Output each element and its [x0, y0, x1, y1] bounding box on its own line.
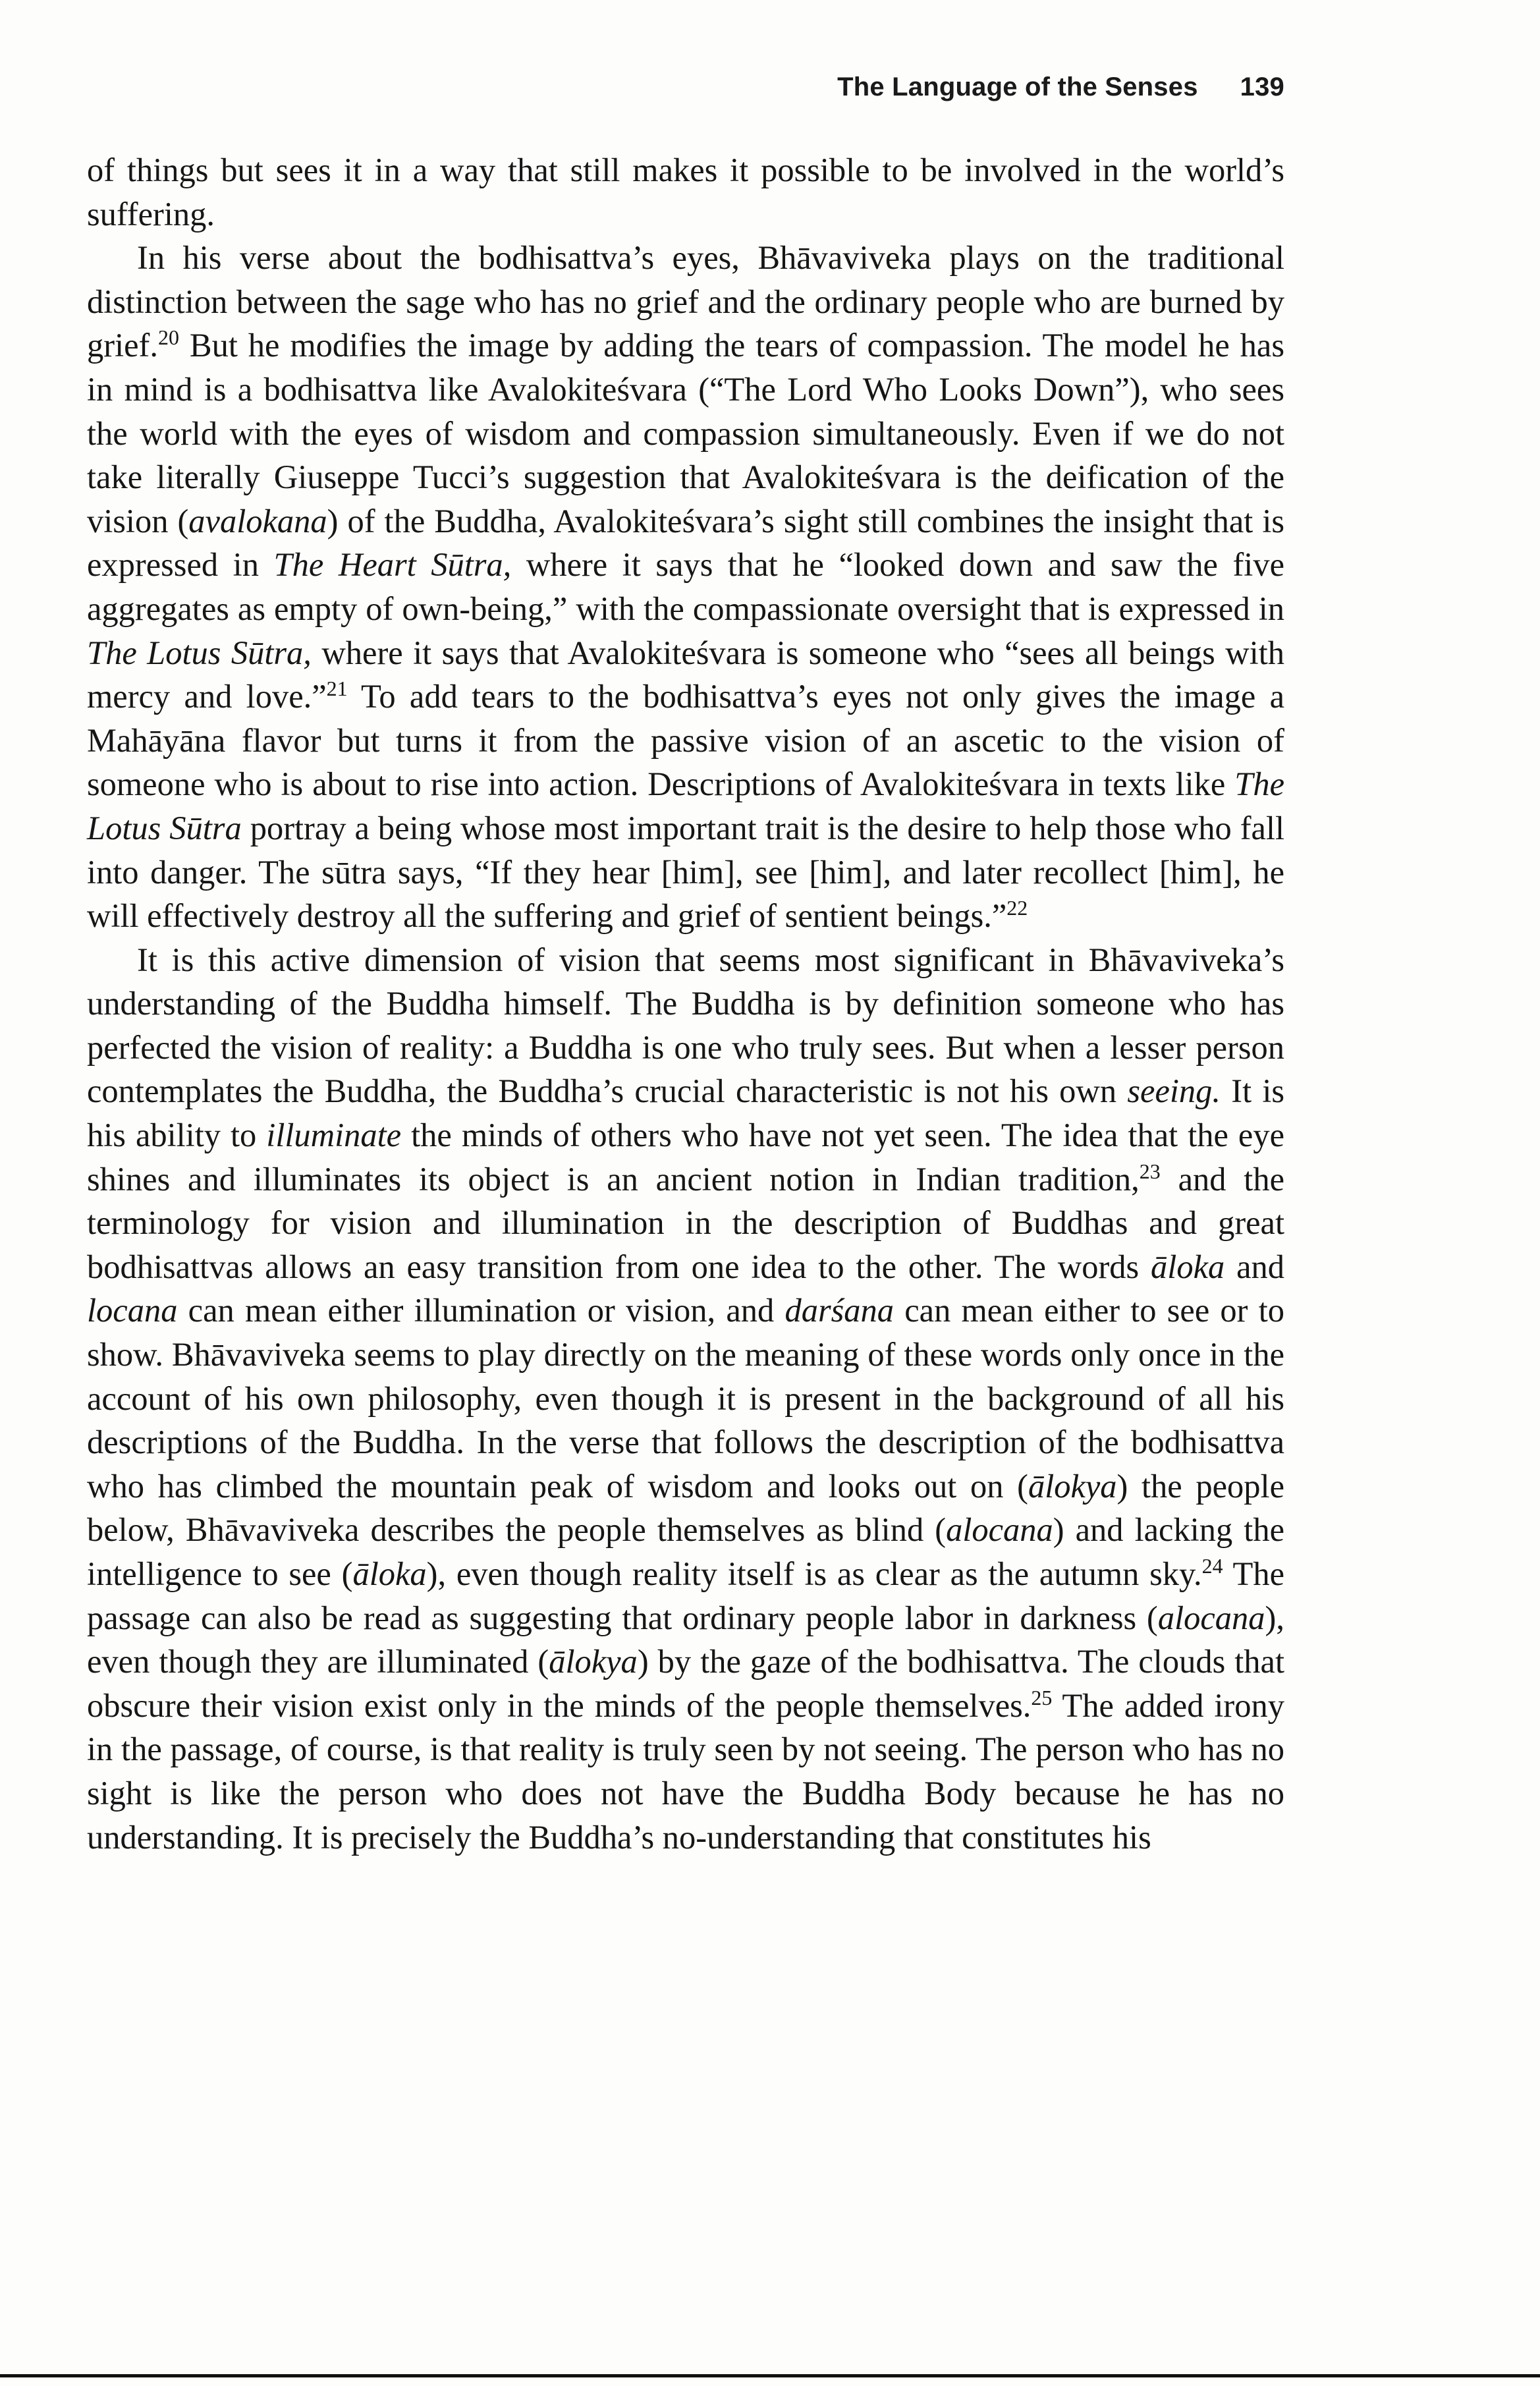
text-run: the minds of others who have not yet seen. The idea that the eye shines and illuminates its object is an ancient notion in Indian tradition,	[87, 1117, 1285, 1198]
italic-term: alocana	[946, 1511, 1053, 1549]
text-run: can mean either to see or to show. Bhāvaviveka seems to play directly on the meaning of these words only once in the account of his own philosophy, even though it is present in the background of all his descriptions of the Buddha. In the verse that follows the description of the bodhisattva who has climbed the mountain peak of wisdom and looks out on (	[87, 1292, 1284, 1505]
running-title: The Language of the Senses	[837, 72, 1198, 101]
italic-term: avalokana	[188, 502, 327, 540]
text-run: ) of the Buddha, Avalokiteśvara’s sight still combines the insight that is expressed in	[87, 502, 1285, 584]
paragraph-active-vision	[87, 938, 1284, 1859]
text-run: and	[1224, 1248, 1284, 1285]
italic-title: The Heart Sūtra,	[273, 546, 512, 584]
italic-term: alocana	[1157, 1599, 1265, 1636]
italic-term: illuminate	[266, 1117, 402, 1154]
text-run: where it says that he “looked down and saw the five aggregates as empty of own-being,” with the compassionate oversight that is expressed in	[87, 546, 1284, 627]
footnote-ref-21: 21	[326, 677, 348, 701]
italic-term: seeing.	[1127, 1072, 1221, 1110]
paragraph-continued	[87, 148, 1284, 236]
body-text	[87, 148, 1284, 1859]
italic-term: darśana	[784, 1292, 894, 1329]
footnote-ref-23: 23	[1139, 1159, 1161, 1183]
footnote-ref-20: 20	[157, 325, 179, 350]
italic-term: locana	[87, 1292, 178, 1329]
italic-term: āloka	[1151, 1248, 1225, 1285]
text-run: But he modifies the image by adding the tears of compassion. The model he has in mind is a bodhisattva like Avalokiteśvara (“The Lord Who Looks Down”), who sees the world with the eyes of wisdom and compassion simultaneously. Even if we do not take literally Giuseppe Tucci’s suggestion that Avalokiteśvara is the deification of the vision (	[87, 327, 1284, 540]
text-run: The passage can also be read as suggesting that ordinary people labor in darkness (	[87, 1555, 1285, 1636]
text-run: It is this active dimension of vision that seems most significant in Bhāvaviveka’s understanding of the Buddha himself. The Buddha is by definition someone who has perfected the vision of reality: a Buddha is one who truly sees. But when a lesser person contemplates the Buddha, the Buddha’s crucial characteristic is not his own	[87, 941, 1284, 1110]
text-run: To add tears to the bodhisattva’s eyes not only gives the image a Mahāyāna flavor but turns it from the passive vision of an ascetic to the vision of someone who is about to rise into action. Descriptions of Avalokiteśvara in texts like	[87, 678, 1284, 803]
text-run: of things but sees it in a way that still makes it possible to be involved in the world’s suffering.	[87, 152, 1284, 233]
footnote-ref-24: 24	[1201, 1554, 1223, 1578]
text-run: ), even though reality itself is as clear as the autumn sky.	[426, 1555, 1202, 1592]
text-run: ) the people below, Bhāvaviveka describes the people themselves as blind (	[87, 1467, 1285, 1549]
page-number: 139	[1240, 72, 1284, 101]
italic-title: The Lotus Sūtra,	[87, 634, 312, 671]
text-run: In his verse about the bodhisattva’s eyes, Bhāvaviveka plays on the traditional distinction between the sage who has no grief and the ordinary people who are burned by grief.	[87, 239, 1284, 364]
text-run: can mean either illumination or vision, and	[177, 1292, 785, 1329]
text-run: ), even though they are illuminated (	[87, 1599, 1284, 1680]
italic-term: āloka	[352, 1555, 427, 1592]
footnote-ref-25: 25	[1031, 1685, 1053, 1709]
footnote-ref-22: 22	[1006, 896, 1028, 920]
paragraph-bodhisattva-eyes	[87, 236, 1284, 938]
running-head	[837, 67, 1284, 107]
text-run: ) by the gaze of the bodhisattva. The clouds that obscure their vision exist only in the minds of the people themselves.	[87, 1643, 1285, 1724]
italic-title: The Lotus Sūtra	[87, 765, 1284, 846]
text-run: where it says that Avalokiteśvara is someone who “sees all beings with mercy and love.”	[87, 634, 1285, 715]
text-run: The added irony in the passage, of course, is that reality is truly seen by not seeing. The person who has no sight is like the person who does not have the Buddha Body because he has no understanding. It is precisely the Buddha’s no-understanding that constitutes his	[87, 1686, 1284, 1856]
italic-term: ālokya	[1028, 1467, 1117, 1505]
scan-bottom-edge	[0, 2374, 1540, 2377]
text-run: It is his ability to	[87, 1072, 1285, 1154]
text-run: ) and lacking the intelligence to see (	[87, 1511, 1284, 1592]
italic-term: ālokya	[549, 1643, 638, 1680]
text-run: and the terminology for vision and illumination in the description of Buddhas and great bodhisattvas allows an easy transition from one idea to the other. The words	[87, 1160, 1285, 1285]
text-run: portray a being whose most important trait is the desire to help those who fall into danger. The sūtra says, “If they hear [him], see [him], and later recollect [him], he will effectively destroy all the suffering and grief of sentient beings.”	[87, 809, 1285, 935]
